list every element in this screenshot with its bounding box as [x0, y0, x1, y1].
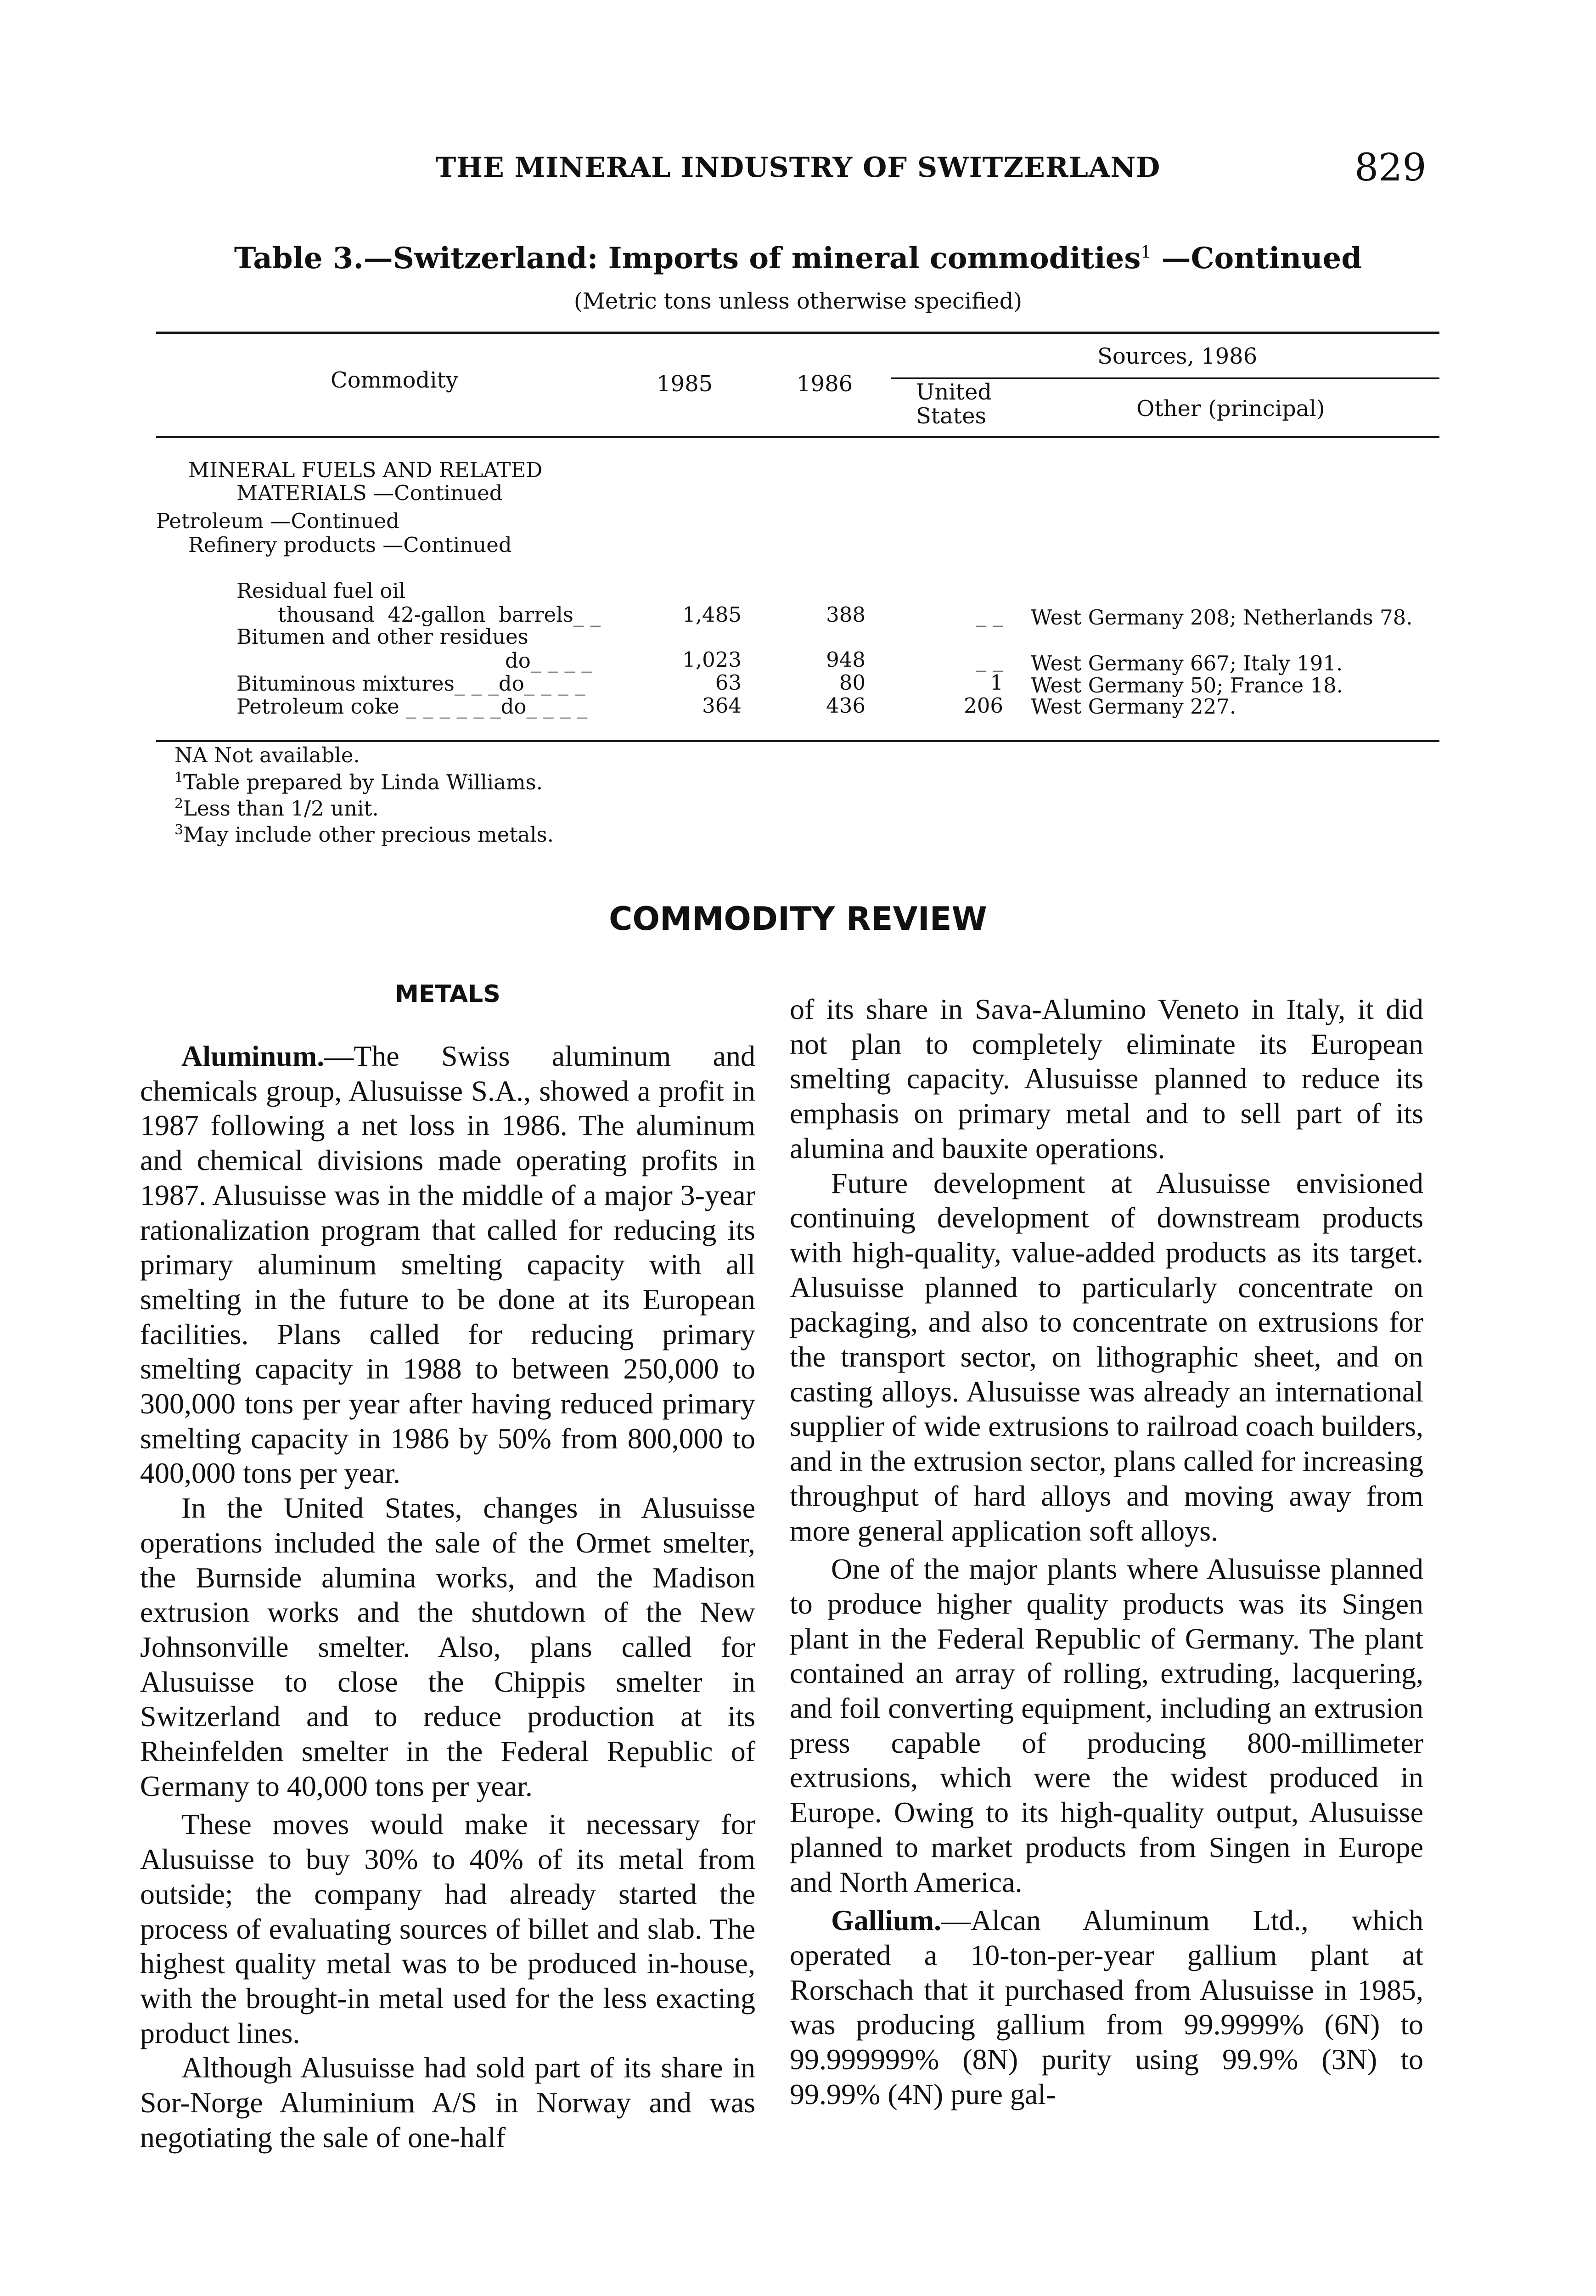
table-cell-other: West Germany 667; Italy 191. — [1031, 651, 1343, 675]
table-cell-us: 206 — [964, 693, 1003, 718]
paragraph: Although Alusuisse had sold part of its share in Sor-Norge Aluminium A/S in Norway and was negotiating the sale of one-half — [140, 2051, 755, 2154]
col-header-commodity: Commodity — [331, 367, 459, 393]
section-label: Petroleum —Continued — [156, 509, 399, 533]
paragraph: In the United States, changes in Alusuisse operations included the sale of the Ormet smelter, the Burnside alumina works, and the Madison extrusion works and the shutdown of the New Johnsonville smelter. Also, plans called for Alusuisse to close the Chippis smelter in Switzerland and to reduce production at its Rheinfelden smelter in the Federal Republic of Germany to 40,000 tons per year. — [140, 1491, 755, 1802]
footnote-2-mark: 2 — [174, 796, 184, 812]
gallium-text: —Alcan Aluminum Ltd., which operated a 10-ton-per-year gallium plant at Rorschach that it purchased from Alusuisse in 1985, was producing gallium from 99.9999% (6N) to 99.999999% (8N) purity using 99.9% (3N) to 99.99% (4N) pure gal- — [790, 1904, 1423, 2110]
table-cell-1986: 80 — [839, 670, 865, 695]
footnote-1-mark: 1 — [174, 770, 184, 786]
col-header-1986: 1986 — [797, 371, 853, 397]
gallium-heading: Gallium. — [831, 1904, 942, 1937]
table-cell-other: West Germany 227. — [1031, 694, 1236, 719]
col-header-other-principal: Other (principal) — [1136, 396, 1325, 422]
table-cell-us: _ _ — [976, 647, 1003, 672]
right-column — [790, 992, 1423, 2112]
table-top-rule — [156, 332, 1439, 334]
table-title-suffix: —Continued — [1151, 241, 1362, 276]
running-header: THE MINERAL INDUSTRY OF SWITZERLAND — [435, 152, 1161, 184]
table-cell-1985: 1,023 — [682, 647, 742, 672]
section-label: Bitumen and other residues — [236, 625, 528, 649]
col-header-sources: Sources, 1986 — [1097, 343, 1258, 369]
footnote-3-text: May include other precious metals. — [183, 822, 554, 847]
page-number: 829 — [1354, 146, 1427, 190]
col-header-1985: 1985 — [657, 371, 713, 397]
table-bottom-rule — [156, 740, 1439, 742]
table-row-label: Bituminous mixtures_ _ _do_ _ _ _ — [236, 671, 585, 696]
table-cell-1986: 388 — [826, 602, 865, 627]
col-header-united-states: United States — [916, 379, 992, 429]
table-row-label: thousand 42-gallon barrels_ _ — [278, 602, 601, 627]
table-title — [0, 241, 1596, 276]
footnote-2 — [174, 796, 379, 821]
commodity-review-title: COMMODITY REVIEW — [609, 900, 987, 938]
section-label: MINERAL FUELS AND RELATED — [188, 458, 543, 482]
paragraph-aluminum — [140, 1039, 755, 1491]
section-label: Refinery products —Continued — [188, 533, 512, 557]
left-column — [140, 1039, 755, 2155]
metals-subtitle: METALS — [395, 980, 500, 1008]
footnote-1-text: Table prepared by Linda Williams. — [183, 770, 543, 794]
table-row-label: do_ _ _ _ — [505, 648, 592, 673]
table-cell-1985: 364 — [702, 693, 742, 718]
footnote-1 — [174, 770, 543, 794]
table-cell-other: West Germany 50; France 18. — [1031, 673, 1343, 698]
table-cell-us: _ _ — [976, 602, 1003, 627]
table-cell-1986: 948 — [826, 647, 865, 672]
footnote-3-mark: 3 — [174, 822, 184, 838]
table-cell-us: 1 — [990, 670, 1003, 695]
paragraph: Future development at Alusuisse envisioned continuing development of downstream products with high-quality, value-added products as its target. Alusuisse planned to particularly concentrate on packaging, and also to concentrate on extrusions for the transport sector, on lithographic sheet, and on casting alloys. Alusuisse was already an international supplier of wide extrusions to railroad coach builders, and in the extrusion sector, plans called for increasing throughput of hard alloys and moving away from more general application soft alloys. — [790, 1166, 1423, 1547]
footnote-3 — [174, 822, 554, 847]
footnote-na: NA Not available. — [174, 743, 360, 767]
table-cell-other: West Germany 208; Netherlands 78. — [1031, 605, 1413, 630]
paragraph: These moves would make it necessary for Alusuisse to buy 30% to 40% of its metal from outside; the company had already started the process of evaluating sources of billet and slab. The highest quality metal was to be produced in-house, with the brought-in metal used for the less exacting product lines. — [140, 1808, 755, 2049]
table-title-footnote-mark: 1 — [1141, 243, 1152, 262]
paragraph: of its share in Sava-Alumino Veneto in Italy, it did not plan to completely eliminate its European smelting capacity. Alusuisse planned to reduce its emphasis on primary metal and to sell part of its alumina and bauxite operations. — [790, 993, 1423, 1165]
section-label: MATERIALS —Continued — [236, 481, 503, 505]
table-cell-1986: 436 — [826, 693, 865, 718]
paragraph-gallium — [790, 1903, 1423, 2111]
aluminum-text: —The Swiss aluminum and chemicals group, Alusuisse S.A., showed a profit in 1987 following a net loss in 1986. The aluminum and chemical divisions made operating profits in 1987. Alusuisse was in the middle of a major 3-year rationalization program that called for reducing its primary aluminum smelting capacity with all smelting in the future to be done at its European facilities. Plans called for reducing primary smelting capacity in 1988 to between 250,000 to 300,000 tons per year after having reduced primary smelting capacity in 1986 by 50% from 800,000 to 400,000 tons per year. — [140, 1040, 755, 1490]
table-cell-1985: 1,485 — [682, 602, 742, 627]
section-label: Residual fuel oil — [236, 579, 406, 603]
table-row-label: Petroleum coke _ _ _ _ _ _do_ _ _ _ — [236, 694, 588, 719]
paragraph: One of the major plants where Alusuisse planned to produce higher quality products was its Singen plant in the Federal Republic of Germany. The plant contained an array of rolling, extruding, lacquering, and foil converting equipment, including an extrusion press capable of producing 800-millimeter extrusions, which were the widest produced in Europe. Owing to its high-quality output, Alusuisse planned to market products from Singen in Europe and North America. — [790, 1553, 1423, 1898]
table-title-text: Table 3.—Switzerland: Imports of mineral commodities — [234, 241, 1141, 276]
header-bottom-rule — [156, 436, 1439, 438]
sources-underline-rule — [891, 377, 1439, 379]
table-subtitle: (Metric tons unless otherwise specified) — [573, 288, 1023, 314]
table-cell-1985: 63 — [715, 670, 742, 695]
footnote-2-text: Less than 1/2 unit. — [183, 796, 379, 821]
aluminum-heading: Aluminum. — [181, 1040, 325, 1072]
